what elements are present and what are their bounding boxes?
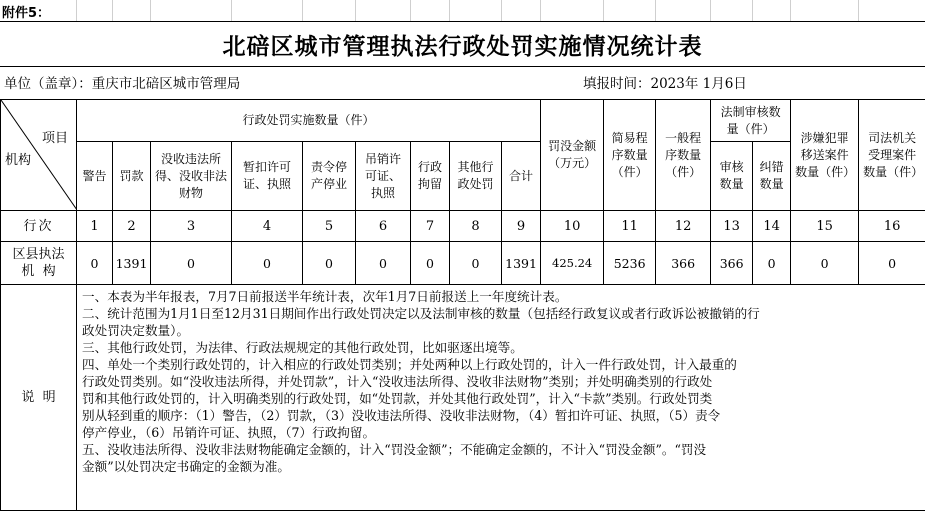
subheader-other-penalty: 其他行政处罚 xyxy=(450,142,502,211)
note-line: 政处罚决定数量）。 xyxy=(82,323,190,338)
data-cell: 0 xyxy=(411,242,450,285)
subheader-stop-production: 责令停产停业 xyxy=(303,142,356,211)
row-index-cell: 7 xyxy=(411,211,450,242)
row-index-cell: 3 xyxy=(151,211,232,242)
row-index-cell: 14 xyxy=(753,211,791,242)
reporting-unit: 单位（盖章）：重庆市北碚区城市管理局 xyxy=(4,76,241,92)
subheader-review-count: 审核数量 xyxy=(711,142,753,211)
row-index-cell: 2 xyxy=(113,211,151,242)
note-line: 停产停业，（6）吊销许可证、执照，（7）行政拘留。 xyxy=(82,425,376,440)
notes-label: 说 明 xyxy=(1,285,77,511)
corner-org-label: 机构 xyxy=(5,153,32,168)
header-simple-procedure: 简易程序数量（件） xyxy=(604,100,656,211)
notes-row xyxy=(1,285,925,511)
row-index-cell: 15 xyxy=(791,211,859,242)
note-line: 一、本表为半年报表，7月7日前报送半年统计表，次年1月7日前报送上一年度统计表。 xyxy=(82,289,568,304)
data-cell: 1391 xyxy=(113,242,151,285)
data-row-label-line2: 机 构 xyxy=(21,264,56,279)
fill-time: 填报时间：2023年 1月6日 xyxy=(583,76,747,92)
data-cell: 0 xyxy=(859,242,925,285)
notes-content xyxy=(77,285,925,511)
row-index-cell: 12 xyxy=(656,211,711,242)
note-line: 五、没收违法所得、没收非法财物能确定金额的，计入“罚没金额”；不能确定金额的，不计入“罚没金额”。“罚没 xyxy=(82,442,707,457)
row-index-cell: 16 xyxy=(859,211,925,242)
table-row xyxy=(1,242,925,285)
note-line: 二、统计范围为1月1日至12月31日期间作出行政处罚决定以及法制审核的数量（包括经行政复议或者行政诉讼被撤销的行 xyxy=(82,306,760,321)
data-cell: 1391 xyxy=(502,242,541,285)
data-cell: 425.24 xyxy=(541,242,604,285)
note-line: 别从轻到重的顺序：（1）警告，（2）罚款，（3）没收违法所得、没收非法财物，（4）暂扣许可证、执照，（5）责令 xyxy=(82,408,721,423)
note-line: 罚和其他行政处罚的，计入明确类别的行政处罚，如“处罚款，并处其他行政处罚”，计入“卡款”类别。行政处罚类 xyxy=(82,391,713,406)
row-index-cell: 11 xyxy=(604,211,656,242)
row-index-cell: 5 xyxy=(303,211,356,242)
row-index-cell: 13 xyxy=(711,211,753,242)
subheader-confiscation: 没收违法所得、没收非法财物 xyxy=(151,142,232,211)
spreadsheet-grid-row xyxy=(0,0,925,21)
row-index-cell: 4 xyxy=(232,211,303,242)
legal-review-group-header: 法制审核数量（件） xyxy=(711,100,791,142)
penalty-group-header: 行政处罚实施数量（件） xyxy=(77,100,541,142)
row-index-cell: 6 xyxy=(356,211,411,242)
data-cell: 0 xyxy=(151,242,232,285)
data-cell: 0 xyxy=(77,242,113,285)
header-confiscation-amount: 罚没金额（万元） xyxy=(541,100,604,211)
row-index-cell: 10 xyxy=(541,211,604,242)
data-cell: 0 xyxy=(356,242,411,285)
subheader-total: 合计 xyxy=(502,142,541,211)
data-cell: 0 xyxy=(450,242,502,285)
data-cell: 366 xyxy=(656,242,711,285)
data-cell: 5236 xyxy=(604,242,656,285)
data-row-label-line1: 区县执法 xyxy=(12,247,65,262)
data-cell: 0 xyxy=(303,242,356,285)
data-cell: 366 xyxy=(711,242,753,285)
corner-header-cell xyxy=(1,100,77,211)
attachment-label: 附件5： xyxy=(2,6,51,21)
data-cell: 0 xyxy=(232,242,303,285)
subheader-license-revoke: 吊销许可证、执照 xyxy=(356,142,411,211)
subheader-detention: 行政拘留 xyxy=(411,142,450,211)
subheader-correction-count: 纠错数量 xyxy=(753,142,791,211)
row-index-label: 行次 xyxy=(1,211,77,242)
data-row-label xyxy=(1,242,77,285)
data-cell: 0 xyxy=(791,242,859,285)
subheader-fine: 罚款 xyxy=(113,142,151,211)
row-index-cell: 1 xyxy=(77,211,113,242)
corner-project-label: 项目 xyxy=(41,131,68,146)
table-row xyxy=(1,211,925,242)
row-index-cell: 9 xyxy=(502,211,541,242)
header-general-procedure: 一般程序数量（件） xyxy=(656,100,711,211)
row-index-cell: 8 xyxy=(450,211,502,242)
note-line: 行政处罚类别。如“没收违法所得，并处罚款”，计入“没收违法所得、没收非法财物”类别；并处明确类别的行政处 xyxy=(82,374,713,389)
subheader-license-suspend: 暂扣许可证、执照 xyxy=(232,142,303,211)
header-crime-transfer: 涉嫌犯罪移送案件数量（件） xyxy=(791,100,859,211)
data-cell: 0 xyxy=(753,242,791,285)
page-title: 北碚区城市管理执法行政处罚实施情况统计表 xyxy=(0,21,925,67)
note-line: 三、其他行政处罚，为法律、行政法规规定的其他行政处罚，比如驱逐出境等。 xyxy=(82,340,523,355)
subheader-warning: 警告 xyxy=(77,142,113,211)
header-judicial-accept: 司法机关受理案件数量（件） xyxy=(859,100,925,211)
statistics-table xyxy=(0,99,925,511)
note-line: 金额”以处罚决定书确定的金额为准。 xyxy=(82,459,290,474)
note-line: 四、单处一个类别行政处罚的，计入相应的行政处罚类别；并处两种以上行政处罚的，计入一件行政处罚，计入最重的 xyxy=(82,357,737,372)
